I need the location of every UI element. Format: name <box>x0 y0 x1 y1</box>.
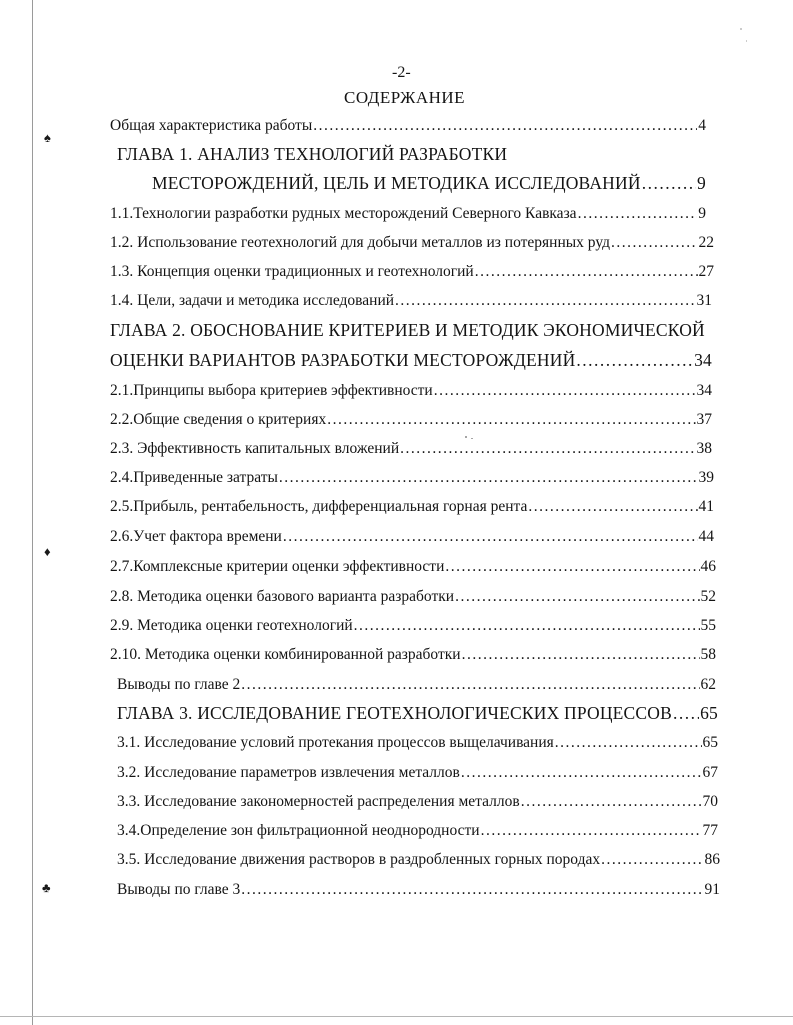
toc-entry-page: 31 <box>696 292 712 309</box>
toc-entry-page: 58 <box>700 646 716 663</box>
toc-entry <box>117 732 718 754</box>
toc-entry-title: 3.1. Исследование условий протекания процессов выщелачивания <box>117 734 554 751</box>
dot-leader <box>313 115 697 137</box>
toc-entry-page: 39 <box>698 469 714 486</box>
dot-leader <box>354 615 700 637</box>
dot-leader <box>528 496 697 518</box>
chapter-heading: ГЛАВА 2. ОБОСНОВАНИЕ КРИТЕРИЕВ И МЕТОДИК ЭКОНОМИЧЕСКОЙ <box>110 320 705 340</box>
toc-entry-page: 37 <box>696 411 712 428</box>
toc-entry <box>110 644 716 666</box>
dot-leader <box>461 762 702 784</box>
toc-entry-page: 62 <box>700 676 716 693</box>
bottom-edge-line <box>0 1016 793 1017</box>
toc-entry-page: 27 <box>698 263 714 280</box>
toc-entry <box>117 879 720 901</box>
toc-entry-title: 2.6.Учет фактора времени <box>110 528 282 545</box>
chapter-heading: ГЛАВА 1. АНАЛИЗ ТЕХНОЛОГИЙ РАЗРАБОТКИ <box>117 144 508 164</box>
dot-leader <box>481 820 702 842</box>
toc-entry-page: 65 <box>702 734 718 751</box>
toc-entry-page: 65 <box>700 703 718 723</box>
toc-entry <box>117 702 718 724</box>
toc-entry-title: 1.1.Технологии разработки рудных месторождений Северного Кавказа <box>110 205 577 222</box>
toc-entry <box>152 172 706 194</box>
toc-entry-title: ГЛАВА 3. ИССЛЕДОВАНИЕ ГЕОТЕХНОЛОГИЧЕСКИХ ПРОЦЕССОВ <box>117 703 673 723</box>
toc-entry-title: 2.5.Прибыль, рентабельность, дифференциальная горная рента <box>110 498 528 515</box>
toc-entry-page: 52 <box>700 588 716 605</box>
dot-leader <box>434 380 696 402</box>
toc-entry <box>110 496 714 518</box>
toc-entry-title: 2.3. Эффективность капитальных вложений <box>110 440 400 457</box>
dot-leader <box>576 349 693 371</box>
margin-bullet-icon: ♠ <box>44 130 51 145</box>
toc-entry-title: 3.5. Исследование движения растворов в раздробленных горных породах <box>117 851 601 868</box>
toc-entry-title: 2.2.Общие сведения о критериях <box>110 411 327 428</box>
toc-entry-page: 4 <box>698 117 706 134</box>
dot-leader <box>611 232 698 254</box>
toc-entry-page: 86 <box>704 851 720 868</box>
toc-entry-title: МЕСТОРОЖДЕНИЙ, ЦЕЛЬ И МЕТОДИКА ИССЛЕДОВАНИЙ <box>152 173 641 193</box>
toc-entry <box>110 467 714 489</box>
dot-leader <box>283 526 698 548</box>
toc-entry-page: 91 <box>704 881 720 898</box>
toc-entry <box>110 438 712 460</box>
toc-entry-page: 9 <box>697 173 706 193</box>
toc-entry <box>110 556 716 578</box>
toc-entry-page: 67 <box>702 764 718 781</box>
toc-entry-title: 2.4.Приведенные затраты <box>110 469 278 486</box>
toc-entry <box>117 674 716 696</box>
left-edge-line <box>32 0 33 1025</box>
toc-entry <box>110 615 716 637</box>
toc-entry-page: 38 <box>696 440 712 457</box>
toc-entry <box>110 349 712 371</box>
dot-leader <box>555 732 702 754</box>
dot-leader <box>241 879 703 901</box>
toc-entry-title: 2.9. Методика оценки геотехнологий <box>110 617 353 634</box>
toc-entry-title: 1.2. Использование геотехнологий для добычи металлов из потерянных руд <box>110 234 610 251</box>
toc-entry-page: 22 <box>698 234 714 251</box>
toc-entry-title: ОЦЕНКИ ВАРИАНТОВ РАЗРАБОТКИ МЕСТОРОЖДЕНИЙ <box>110 350 576 370</box>
toc-entry <box>110 232 714 254</box>
toc-entry-page: 34 <box>696 382 712 399</box>
toc-entry <box>110 261 714 283</box>
toc-entry-title: 2.1.Принципы выбора критериев эффективности <box>110 382 433 399</box>
dot-leader <box>241 674 699 696</box>
toc-entry <box>110 203 706 225</box>
dot-leader <box>462 644 700 666</box>
toc-entry-title: 2.8. Методика оценки базового варианта разработки <box>110 588 455 605</box>
toc-entry <box>110 290 712 312</box>
dot-leader <box>455 586 699 608</box>
toc-entry <box>117 820 718 842</box>
page-number: -2- <box>392 64 411 81</box>
toc-entry-page: 44 <box>698 528 714 545</box>
toc-entry-title: 1.4. Цели, задачи и методика исследований <box>110 292 395 309</box>
toc-entry-page: 34 <box>694 350 712 370</box>
toc-entry-title: Выводы по главе 3 <box>117 881 241 898</box>
toc-entry <box>110 409 712 431</box>
toc-entry <box>110 115 706 137</box>
toc-entry <box>117 849 720 871</box>
toc-entry-title: 1.3. Концепция оценки традиционных и геотехнологий <box>110 263 474 280</box>
dot-leader <box>327 409 695 431</box>
dot-leader <box>400 438 695 460</box>
toc-entry <box>110 526 714 548</box>
dot-leader <box>279 467 698 489</box>
dot-leader <box>445 556 699 578</box>
dot-leader <box>395 290 695 312</box>
toc-entry <box>117 791 718 813</box>
dot-leader <box>642 172 696 194</box>
toc-entry-title: 3.2. Исследование параметров извлечения металлов <box>117 764 460 781</box>
dot-leader <box>601 849 703 871</box>
margin-bullet-icon: ♦ <box>44 544 51 559</box>
margin-bullet-icon: ♣ <box>42 880 51 895</box>
toc-entry-page: 9 <box>698 205 706 222</box>
toc-entry-page: 70 <box>702 793 718 810</box>
dot-leader <box>673 702 699 724</box>
toc-entry <box>110 586 716 608</box>
dot-leader <box>475 261 698 283</box>
scan-speck <box>746 40 747 42</box>
scan-speck <box>740 28 742 30</box>
toc-entry-title: Общая характеристика работы <box>110 117 313 134</box>
toc-entry-title: Выводы по главе 2 <box>117 676 241 693</box>
toc-entry <box>110 380 712 402</box>
toc-entry-page: 55 <box>700 617 716 634</box>
toc-entry <box>117 762 718 784</box>
page-title: СОДЕРЖАНИЕ <box>344 88 466 107</box>
toc-entry-page: 46 <box>700 558 716 575</box>
toc-entry-title: 2.7.Комплексные критерии оценки эффективности <box>110 558 445 575</box>
dot-leader <box>521 791 702 813</box>
toc-entry-title: 2.10. Методика оценки комбинированной разработки <box>110 646 461 663</box>
toc-entry-title: 3.4.Определение зон фильтрационной неоднородности <box>117 822 480 839</box>
toc-entry-page: 77 <box>702 822 718 839</box>
dot-leader <box>578 203 698 225</box>
toc-entry-page: 41 <box>698 498 714 515</box>
toc-entry-title: 3.3. Исследование закономерностей распределения металлов <box>117 793 520 810</box>
